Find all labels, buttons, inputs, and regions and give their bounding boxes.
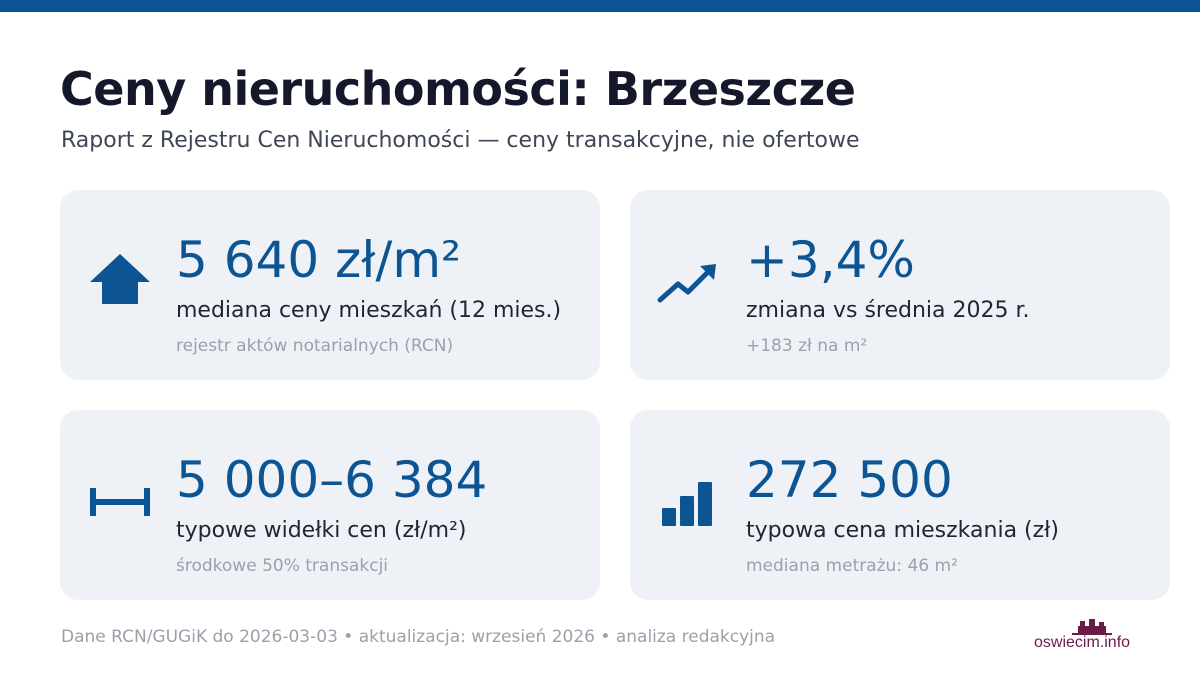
stat-label: mediana ceny mieszkań (12 mies.): [176, 298, 562, 323]
top-accent-bar: [0, 0, 1200, 12]
stat-value: +3,4%: [746, 231, 915, 289]
stat-card-median-price: [60, 190, 600, 380]
stat-note: mediana metrażu: 46 m²: [746, 556, 958, 576]
stat-card-price-range: [60, 410, 600, 600]
trend-up-icon: [656, 250, 720, 314]
stat-card-price-change: [630, 190, 1170, 380]
logo-text: oswiecim.info: [1034, 634, 1131, 651]
house-icon: [88, 250, 152, 314]
range-icon: [88, 470, 152, 534]
stat-label: typowe widełki cen (zł/m²): [176, 518, 467, 543]
stat-card-typical-price: [630, 410, 1170, 600]
stat-label: typowa cena mieszkania (zł): [746, 518, 1060, 543]
footer-source: Dane RCN/GUGiK do 2026-03-03 • aktualizacja: wrzesień 2026 • analiza redakcyjna: [61, 627, 776, 647]
stat-label: zmiana vs średnia 2025 r.: [746, 298, 1030, 323]
stat-value: 5 640 zł/m²: [176, 231, 462, 289]
oswiecim-info-logo[interactable]: [1030, 618, 1142, 654]
stat-value: 5 000–6 384: [176, 451, 488, 509]
stat-note: środkowe 50% transakcji: [176, 556, 389, 576]
page-title: Ceny nieruchomości: Brzeszcze: [60, 62, 856, 116]
stat-note: +183 zł na m²: [746, 336, 868, 356]
bar-chart-icon: [656, 470, 720, 534]
stat-note: rejestr aktów notarialnych (RCN): [176, 336, 454, 356]
page-subtitle: Raport z Rejestru Cen Nieruchomości — ceny transakcyjne, nie ofertowe: [61, 128, 860, 153]
stat-value: 272 500: [746, 451, 953, 509]
